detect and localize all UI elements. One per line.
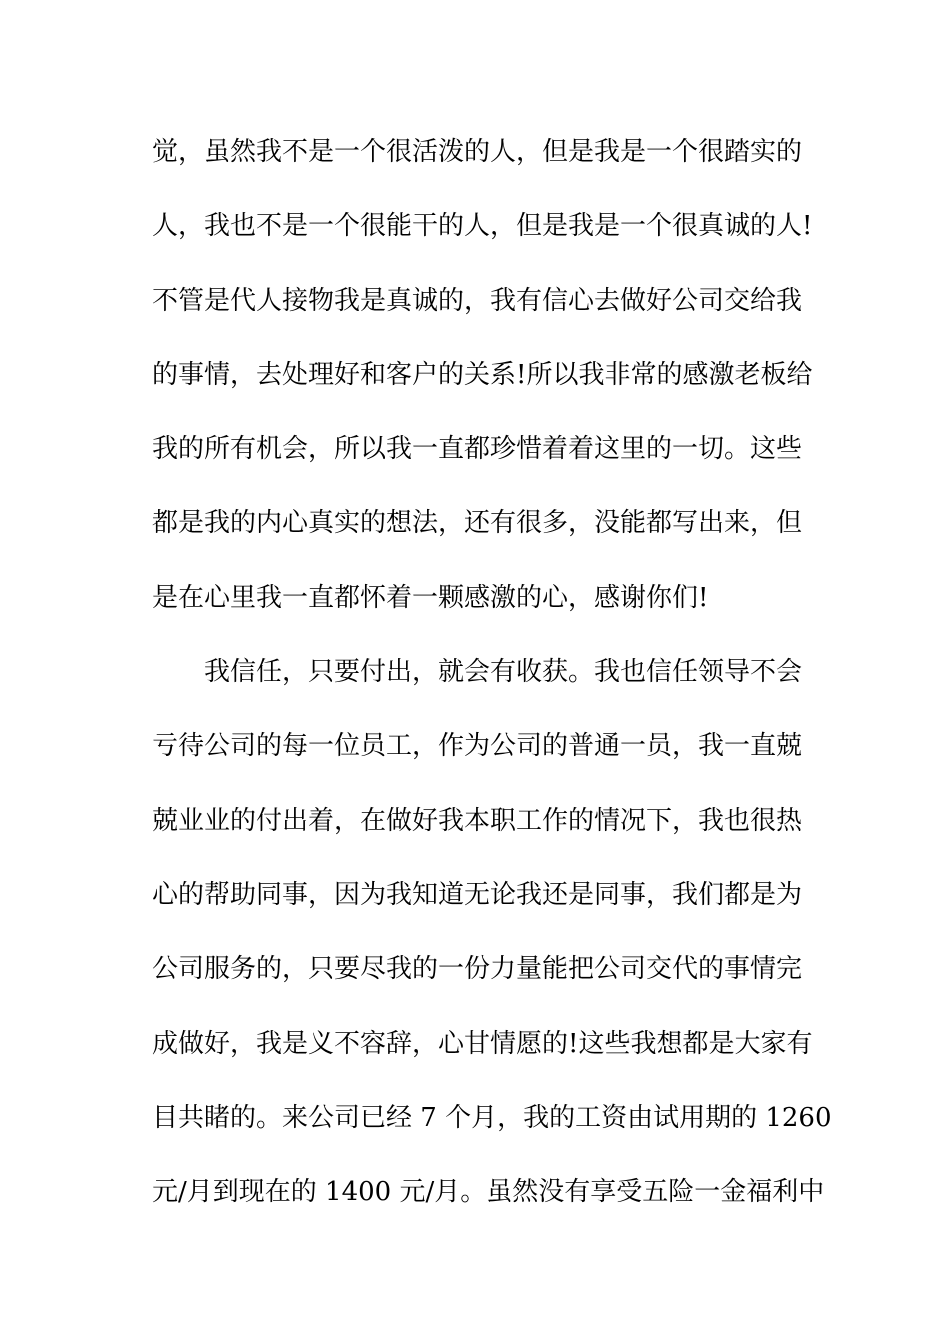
text-line: 觉，虽然我不是一个很活泼的人，但是我是一个很踏实的 [152,137,803,167]
text-line: 元/月到现在的 1400 元/月。虽然没有享受五险一金福利中 [152,1177,825,1208]
text-line: 兢业业的付出着，在做好我本职工作的情况下，我也很热 [152,805,803,836]
text-line: 我的所有机会，所以我一直都珍惜着着这里的一切。这些 [152,434,803,465]
text-line: 心的帮助同事，因为我知道无论我还是同事，我们都是为 [152,879,803,910]
paragraph-start-line: 我信任，只要付出，就会有收获。我也信任领导不会 [204,657,803,688]
text-line: 不管是代人接物我是真诚的，我有信心去做好公司交给我 [152,285,803,316]
text-line: 公司服务的，只要尽我的一份力量能把公司交代的事情完 [152,954,803,985]
text-line: 亏待公司的每一位员工，作为公司的普通一员，我一直兢 [152,731,803,762]
body-text [152,126,832,1240]
text-line: 的事情，去处理好和客户的关系!所以我非常的感激老板给 [152,359,813,390]
text-line: 是在心里我一直都怀着一颗感激的心，感谢你们! [152,582,709,613]
text-line: 成做好，我是义不容辞，心甘情愿的!这些我想都是大家有 [152,1028,813,1059]
text-line: 人，我也不是一个很能干的人，但是我是一个很真诚的人! [152,211,813,242]
text-line: 目共睹的。来公司已经 7 个月，我的工资由试用期的 1260 [152,1102,832,1133]
text-line: 都是我的内心真实的想法，还有很多，没能都写出来，但 [152,508,803,539]
